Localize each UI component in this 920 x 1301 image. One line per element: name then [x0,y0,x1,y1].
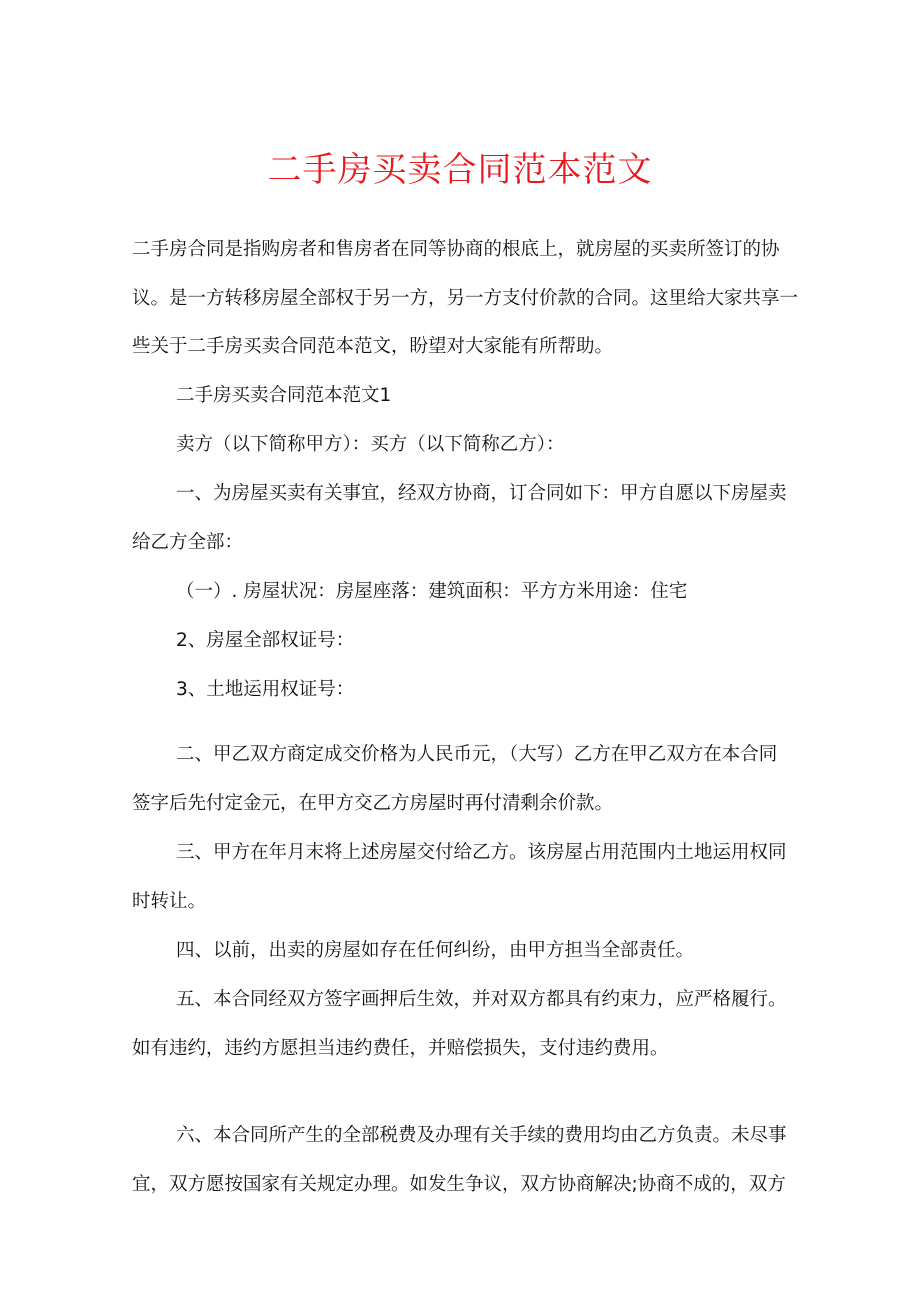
clause-3-line-1: 三、甲方在年月末将上述房屋交付给乙方。该房屋占用范围内土地运用权同 [176,842,787,863]
clause-1-line-1: 一、为房屋买卖有关事宜，经双方协商，订合同如下：甲方自愿以下房屋卖 [176,483,787,504]
clause-2-line-1: 二、甲乙双方商定成交价格为人民币元，（大写）乙方在甲乙双方在本合同 [176,744,778,765]
land-cert-line: 3、土地运用权证号： [176,679,355,700]
clause-2-line-2: 签字后先付定金元，在甲方交乙方房屋时再付清剩余价款。 [132,793,614,814]
clause-1-line-2: 给乙方全部： [132,532,244,553]
house-status-line: （一）. 房屋状况：房屋座落：建筑面积：平方方米用途：住宅 [176,581,688,602]
parties-line: 卖方（以下简称甲方）：买方（以下简称乙方）： [176,434,565,455]
sample-heading: 二手房买卖合同范本范文1 [176,385,392,406]
clause-5-line-1: 五、本合同经双方签字画押后生效，并对双方都具有约束力，应严格履行。 [176,989,787,1010]
clause-3-line-2: 时转让。 [132,891,207,912]
clause-4: 四、以前，出卖的房屋如存在任何纠纷，由甲方担当全部责任。 [176,940,695,961]
intro-paragraph: 二手房合同是指购房者和售房者在同等协商的根底上，就房屋的买卖所签订的协议。是一方转移房屋全部权于另一方，另一方支付价款的合同。这里给大家共享一些关于二手房买卖合同范本范文，盼望对大家能有所帮助。 [132,239,799,357]
document-title: 二手房买卖合同范本范文 [267,150,653,190]
clause-5-line-2: 如有违约，违约方愿担当违约费任，并赔偿损失，支付违约费用。 [132,1038,669,1059]
clause-6-line-2: 宜，双方愿按国家有关规定办理。如发生争议，双方协商解决;协商不成的，双方 [132,1174,786,1195]
clause-6-line-1: 六、本合同所产生的全部税费及办理有关手续的费用均由乙方负责。未尽事 [176,1125,787,1146]
ownership-cert-line: 2、房屋全部权证号： [176,630,355,651]
